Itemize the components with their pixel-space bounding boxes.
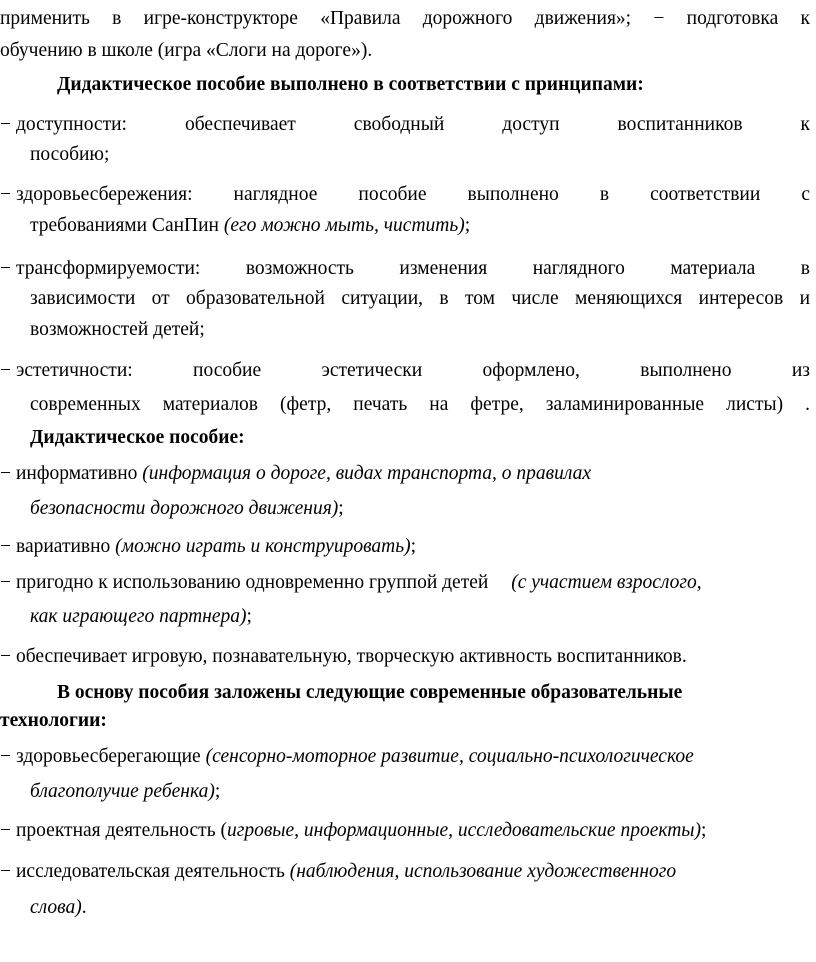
list-item-note: игровые, информационные, исследовательские проекты) — [226, 820, 701, 841]
list-item-text: пригодно к использованию одновременно группой детей — [16, 572, 494, 593]
list-item-continuation: современных материалов (фетр, печать на фетре, заламинированные листы) . — [30, 394, 810, 415]
list-item-punct: ; — [464, 215, 471, 236]
list-item — [0, 111, 810, 139]
list-item — [0, 569, 810, 597]
list-dash: − — [0, 114, 11, 135]
paragraph-line: применить в игре-конструкторе «Правила дорожного движения»; − подготовка к — [0, 8, 810, 29]
list-dash: − — [0, 536, 11, 557]
list-item-punct: ; — [701, 820, 707, 841]
list-item — [0, 858, 810, 886]
list-item — [0, 533, 810, 561]
list-item-continuation — [30, 495, 810, 523]
list-item-text: трансформируемости: возможность изменения наглядного материала в — [16, 258, 810, 279]
list-item-note: (его можно мыть, чистить) — [223, 215, 465, 236]
list-item-punct: ; — [246, 606, 252, 627]
list-item — [0, 743, 810, 771]
list-item-continuation — [30, 778, 810, 806]
list-item-punct: ; — [410, 536, 417, 557]
list-item — [0, 460, 810, 488]
list-dash: − — [0, 360, 11, 381]
list-item-punct: . — [81, 897, 87, 918]
section-heading: В основу пособия заложены следующие современные образовательные — [57, 682, 683, 703]
list-item-continuation: возможностей детей; — [30, 319, 205, 340]
list-item-text: здоровьесбережения: наглядное пособие выполнено в соответствии с — [16, 184, 810, 205]
list-item-continuation: пособию; — [30, 144, 110, 165]
list-item-continuation: зависимости от образовательной ситуации, в том числе меняющихся интересов и — [30, 288, 810, 309]
list-dash: − — [0, 572, 11, 593]
list-item-continuation — [30, 894, 810, 922]
list-item-text: доступности: обеспечивает свободный доступ воспитанников к — [16, 114, 810, 135]
list-dash: − — [0, 463, 11, 484]
list-dash: − — [0, 820, 11, 841]
list-item-continuation — [30, 603, 810, 631]
list-item — [0, 643, 810, 671]
list-item-note: (сенсорно-моторное развитие, социально-психологическое — [205, 746, 694, 767]
section-heading: Дидактическое пособие выполнено в соответствии с принципами: — [57, 74, 644, 95]
section-heading: технологии: — [0, 710, 107, 731]
list-dash: − — [0, 258, 11, 279]
list-item-text: требованиями СанПин — [30, 215, 224, 236]
list-item-text: эстетичности: пособие эстетически оформлено, выполнено из — [16, 360, 810, 381]
list-item-text: обеспечивает игровую, познавательную, творческую активность воспитанников. — [16, 646, 687, 667]
list-dash: − — [0, 646, 11, 667]
list-item — [0, 817, 810, 845]
list-item-note: (наблюдения, использование художественного — [289, 861, 677, 882]
list-item-text: здоровьесберегающие — [16, 746, 206, 767]
section-heading: Дидактическое пособие: — [30, 427, 245, 448]
list-item-text: проектная деятельность ( — [16, 820, 227, 841]
paragraph-line: обучению в школе (игра «Слоги на дороге»). — [0, 40, 373, 61]
list-item-note: безопасности дорожного движения) — [30, 498, 339, 519]
list-item-note: слова) — [30, 897, 82, 918]
list-item-continuation — [30, 212, 810, 240]
list-item-text: информативно — [16, 463, 143, 484]
list-dash: − — [0, 746, 11, 767]
list-item-note: (с участием взрослого, — [511, 572, 702, 593]
list-item-punct: ; — [338, 498, 344, 519]
list-dash: − — [0, 184, 11, 205]
list-item-note: как играющего партнера) — [30, 606, 247, 627]
list-dash: − — [0, 861, 11, 882]
list-item-text: исследовательская деятельность — [16, 861, 290, 882]
list-item — [0, 181, 810, 209]
list-item-note: (можно играть и конструировать) — [115, 536, 411, 557]
list-item-note: благополучие ребенка) — [30, 781, 215, 802]
list-item-note: (информация о дороге, видах транспорта, о правилах — [142, 463, 592, 484]
list-item — [0, 255, 810, 283]
list-item — [0, 357, 810, 385]
list-item-punct: ; — [214, 781, 221, 802]
list-item-text: вариативно — [16, 536, 116, 557]
